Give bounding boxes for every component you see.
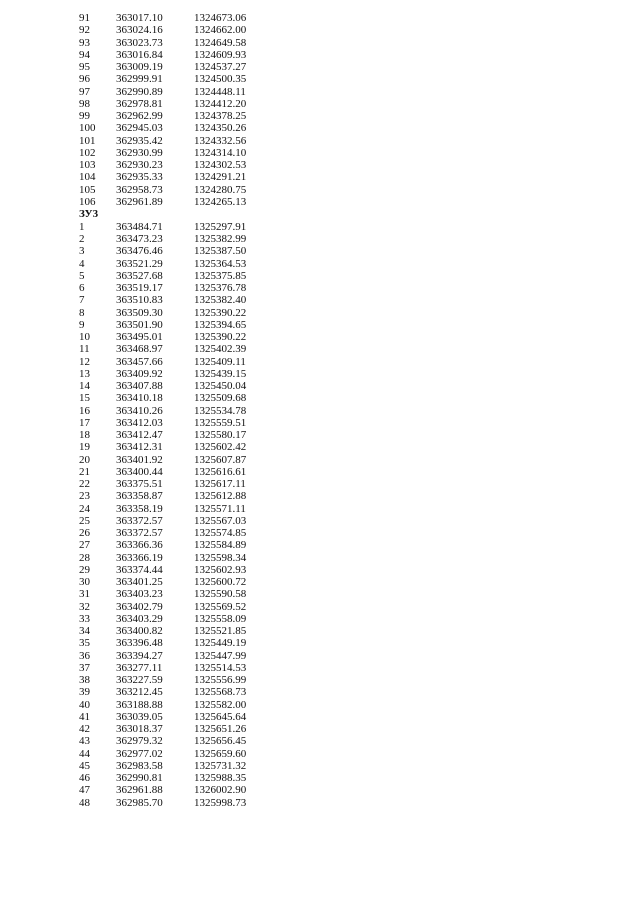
point-number: 5 [79, 269, 85, 282]
point-number: 11 [79, 343, 90, 356]
coordinate-row [0, 12, 640, 24]
point-number: 40 [79, 698, 90, 711]
x-coordinate: 362935.33 [116, 171, 163, 184]
x-coordinate: 362958.73 [116, 183, 163, 196]
coordinate-row [0, 221, 640, 233]
coordinate-row [0, 184, 640, 196]
y-coordinate: 1325612.88 [194, 490, 247, 503]
point-number: 45 [79, 759, 90, 772]
point-number: 102 [79, 146, 96, 159]
y-coordinate: 1324378.25 [194, 110, 247, 122]
point-number: 26 [79, 527, 90, 539]
y-coordinate: 1325602.42 [194, 441, 247, 454]
point-number: 46 [79, 772, 90, 784]
point-number: 24 [79, 502, 90, 515]
coordinate-row [0, 73, 640, 85]
coordinate-row [0, 356, 640, 368]
point-number: 25 [79, 514, 90, 527]
coordinate-row [0, 24, 640, 36]
y-coordinate: 1325409.11 [194, 355, 246, 368]
point-number: 29 [79, 563, 90, 576]
coordinate-row [0, 466, 640, 478]
x-coordinate: 363277.11 [116, 661, 163, 674]
coordinate-row [0, 122, 640, 134]
y-coordinate: 1325731.32 [194, 759, 247, 772]
y-coordinate: 1325584.89 [194, 539, 247, 552]
x-coordinate: 363039.05 [116, 710, 163, 723]
coordinate-row [0, 258, 640, 270]
point-number: 100 [79, 122, 96, 135]
coordinate-row [0, 686, 640, 698]
y-coordinate: 1324448.11 [194, 85, 246, 98]
y-coordinate: 1324673.06 [194, 12, 247, 24]
point-number: 44 [79, 747, 90, 760]
x-coordinate: 362979.32 [116, 735, 163, 748]
y-coordinate: 1325567.03 [194, 514, 247, 527]
x-coordinate: 363358.19 [116, 502, 163, 515]
point-number: 95 [79, 61, 90, 73]
coordinate-row [0, 270, 640, 282]
coordinate-row [0, 674, 640, 686]
coordinate-row [0, 699, 640, 711]
x-coordinate: 363403.29 [116, 612, 163, 625]
y-coordinate: 1325574.85 [194, 527, 247, 539]
y-coordinate: 1325376.78 [194, 282, 247, 294]
x-coordinate: 362990.81 [116, 772, 163, 784]
coordinate-row [0, 196, 640, 208]
x-coordinate: 362945.03 [116, 122, 163, 135]
coordinate-row [0, 478, 640, 490]
coordinate-row [0, 147, 640, 159]
coordinate-row [0, 380, 640, 392]
x-coordinate: 363509.30 [116, 306, 163, 319]
point-number: 19 [79, 441, 90, 454]
y-coordinate: 1325390.22 [194, 331, 247, 343]
point-number: 99 [79, 110, 90, 122]
point-number: 17 [79, 416, 90, 429]
y-coordinate: 1325659.60 [194, 747, 247, 760]
x-coordinate: 363375.51 [116, 478, 163, 490]
x-coordinate: 363396.48 [116, 637, 163, 650]
y-coordinate: 1325447.99 [194, 649, 247, 662]
point-number: 8 [79, 306, 85, 319]
x-coordinate: 363521.29 [116, 257, 163, 270]
coordinate-row [0, 49, 640, 61]
point-number: 43 [79, 735, 90, 748]
x-coordinate: 362930.23 [116, 159, 163, 171]
x-coordinate: 363473.23 [116, 233, 163, 245]
coordinate-row [0, 159, 640, 171]
y-coordinate: 1325439.15 [194, 367, 247, 380]
x-coordinate: 363009.19 [116, 61, 163, 73]
y-coordinate: 1325390.22 [194, 306, 247, 319]
point-number: 1 [79, 220, 85, 233]
point-number: 7 [79, 294, 85, 307]
y-coordinate: 1325534.78 [194, 404, 247, 417]
x-coordinate: 362961.89 [116, 195, 163, 208]
coordinate-row [0, 564, 640, 576]
x-coordinate: 362935.42 [116, 134, 163, 147]
x-coordinate: 363372.57 [116, 527, 163, 539]
x-coordinate: 363366.19 [116, 551, 163, 564]
y-coordinate: 1325297.91 [194, 220, 247, 233]
y-coordinate: 1324412.20 [194, 97, 247, 110]
point-number: 97 [79, 85, 90, 98]
point-number: 47 [79, 784, 90, 797]
y-coordinate: 1324302.53 [194, 159, 247, 171]
x-coordinate: 363468.97 [116, 343, 163, 356]
y-coordinate: 1324332.56 [194, 134, 247, 147]
x-coordinate: 363366.36 [116, 539, 163, 552]
point-number: 36 [79, 649, 90, 662]
coordinate-row [0, 797, 640, 809]
coordinate-row [0, 576, 640, 588]
x-coordinate: 363484.71 [116, 220, 163, 233]
x-coordinate: 363457.66 [116, 355, 163, 368]
coordinate-row [0, 650, 640, 662]
y-coordinate: 1325602.93 [194, 563, 247, 576]
coordinate-row [0, 784, 640, 796]
coordinate-row [0, 711, 640, 723]
y-coordinate: 1325514.53 [194, 661, 247, 674]
x-coordinate: 363358.87 [116, 490, 163, 503]
coordinate-row [0, 86, 640, 98]
y-coordinate: 1325600.72 [194, 576, 247, 588]
coordinate-row [0, 37, 640, 49]
x-coordinate: 362999.91 [116, 73, 163, 86]
point-number: 12 [79, 355, 90, 368]
x-coordinate: 363401.92 [116, 453, 163, 466]
y-coordinate: 1325616.61 [194, 465, 247, 478]
coordinate-row [0, 772, 640, 784]
point-number: 104 [79, 171, 96, 184]
x-coordinate: 363495.01 [116, 331, 163, 343]
x-coordinate: 363407.88 [116, 380, 163, 392]
x-coordinate: 362961.88 [116, 784, 163, 797]
coordinate-row [0, 454, 640, 466]
coordinate-row [0, 392, 640, 404]
point-number: 3 [79, 245, 85, 258]
point-number: 93 [79, 36, 90, 49]
point-number: 20 [79, 453, 90, 466]
coordinate-row [0, 490, 640, 502]
x-coordinate: 363212.45 [116, 686, 163, 699]
point-number: 32 [79, 600, 90, 613]
coordinate-row [0, 245, 640, 257]
y-coordinate: 1324500.35 [194, 73, 247, 86]
coordinate-row [0, 527, 640, 539]
coordinate-row [0, 613, 640, 625]
point-number: 21 [79, 465, 90, 478]
x-coordinate: 363410.18 [116, 392, 163, 405]
x-coordinate: 363024.16 [116, 24, 163, 37]
coordinate-row [0, 723, 640, 735]
y-coordinate: 1325651.26 [194, 723, 247, 735]
coordinate-row [0, 735, 640, 747]
coordinate-row [0, 110, 640, 122]
point-number: 28 [79, 551, 90, 564]
point-number: 38 [79, 674, 90, 686]
x-coordinate: 362977.02 [116, 747, 163, 760]
point-number: 22 [79, 478, 90, 490]
x-coordinate: 363023.73 [116, 36, 163, 49]
x-coordinate: 363227.59 [116, 674, 163, 686]
x-coordinate: 363501.90 [116, 318, 163, 331]
x-coordinate: 362985.70 [116, 796, 163, 809]
x-coordinate: 363016.84 [116, 48, 163, 61]
coordinate-row [0, 441, 640, 453]
point-number: 15 [79, 392, 90, 405]
y-coordinate: 1324280.75 [194, 183, 247, 196]
point-number: 33 [79, 612, 90, 625]
coordinate-row [0, 233, 640, 245]
y-coordinate: 1325558.09 [194, 612, 247, 625]
x-coordinate: 363188.88 [116, 698, 163, 711]
point-number: 4 [79, 257, 85, 270]
point-number: 37 [79, 661, 90, 674]
point-number: 103 [79, 159, 96, 171]
point-number: 6 [79, 282, 85, 294]
point-number: 48 [79, 796, 90, 809]
y-coordinate: 1325509.68 [194, 392, 247, 405]
y-coordinate: 1325998.73 [194, 796, 247, 809]
coordinate-row [0, 552, 640, 564]
coordinate-row [0, 331, 640, 343]
coordinate-row [0, 748, 640, 760]
y-coordinate: 1325569.52 [194, 600, 247, 613]
coordinate-row [0, 282, 640, 294]
x-coordinate: 363412.03 [116, 416, 163, 429]
y-coordinate: 1325449.19 [194, 637, 247, 650]
y-coordinate: 1324314.10 [194, 146, 247, 159]
coordinate-row [0, 368, 640, 380]
coordinate-row [0, 61, 640, 73]
point-number: 91 [79, 12, 90, 24]
point-number: 98 [79, 97, 90, 110]
point-number: 16 [79, 404, 90, 417]
coordinate-row [0, 343, 640, 355]
coordinate-row [0, 307, 640, 319]
coordinate-row [0, 662, 640, 674]
y-coordinate: 1325988.35 [194, 772, 247, 784]
x-coordinate: 363412.47 [116, 429, 163, 441]
coordinate-row [0, 515, 640, 527]
parcel-heading-label: ЗУ3 [79, 208, 99, 220]
point-number: 9 [79, 318, 85, 331]
y-coordinate: 1324649.58 [194, 36, 247, 49]
point-number: 101 [79, 134, 96, 147]
x-coordinate: 363476.46 [116, 245, 163, 258]
point-number: 105 [79, 183, 96, 196]
point-number: 2 [79, 233, 85, 245]
x-coordinate: 362983.58 [116, 759, 163, 772]
x-coordinate: 363403.23 [116, 588, 163, 601]
coordinate-row [0, 760, 640, 772]
x-coordinate: 363412.31 [116, 441, 163, 454]
x-coordinate: 363400.82 [116, 625, 163, 637]
x-coordinate: 363394.27 [116, 649, 163, 662]
coordinate-row [0, 429, 640, 441]
x-coordinate: 363410.26 [116, 404, 163, 417]
x-coordinate: 363519.17 [116, 282, 163, 294]
coordinate-row [0, 319, 640, 331]
y-coordinate: 1325382.40 [194, 294, 247, 307]
coordinate-row [0, 601, 640, 613]
x-coordinate: 363409.92 [116, 367, 163, 380]
point-number: 39 [79, 686, 90, 699]
point-number: 13 [79, 367, 90, 380]
y-coordinate: 1325382.99 [194, 233, 247, 245]
point-number: 96 [79, 73, 90, 86]
x-coordinate: 363018.37 [116, 723, 163, 735]
y-coordinate: 1325375.85 [194, 269, 247, 282]
point-number: 10 [79, 331, 90, 343]
point-number: 41 [79, 710, 90, 723]
coordinate-row [0, 417, 640, 429]
coordinate-list [0, 12, 640, 809]
y-coordinate: 1325521.85 [194, 625, 247, 637]
point-number: 23 [79, 490, 90, 503]
coordinate-block [0, 208, 640, 809]
coordinate-row [0, 135, 640, 147]
y-coordinate: 1325656.45 [194, 735, 247, 748]
x-coordinate: 363017.10 [116, 12, 163, 24]
y-coordinate: 1325580.17 [194, 429, 247, 441]
x-coordinate: 362990.89 [116, 85, 163, 98]
coordinate-row [0, 503, 640, 515]
y-coordinate: 1324291.21 [194, 171, 247, 184]
y-coordinate: 1325617.11 [194, 478, 246, 490]
x-coordinate: 363527.68 [116, 269, 163, 282]
point-number: 42 [79, 723, 90, 735]
y-coordinate: 1324662.00 [194, 24, 247, 37]
y-coordinate: 1325571.11 [194, 502, 246, 515]
coordinate-block [0, 12, 640, 208]
x-coordinate: 363510.83 [116, 294, 163, 307]
coordinate-row [0, 294, 640, 306]
y-coordinate: 1325590.58 [194, 588, 247, 601]
x-coordinate: 362978.81 [116, 97, 163, 110]
y-coordinate: 1325402.39 [194, 343, 247, 356]
point-number: 18 [79, 429, 90, 441]
point-number: 106 [79, 195, 96, 208]
y-coordinate: 1325450.04 [194, 380, 247, 392]
coordinate-row [0, 98, 640, 110]
coordinate-row [0, 539, 640, 551]
y-coordinate: 1324350.26 [194, 122, 247, 135]
point-number: 30 [79, 576, 90, 588]
y-coordinate: 1325364.53 [194, 257, 247, 270]
point-number: 34 [79, 625, 90, 637]
y-coordinate: 1325394.65 [194, 318, 247, 331]
point-number: 94 [79, 48, 90, 61]
y-coordinate: 1325582.00 [194, 698, 247, 711]
x-coordinate: 363372.57 [116, 514, 163, 527]
y-coordinate: 1325607.87 [194, 453, 247, 466]
x-coordinate: 363374.44 [116, 563, 163, 576]
x-coordinate: 362930.99 [116, 146, 163, 159]
parcel-heading [0, 208, 640, 221]
point-number: 35 [79, 637, 90, 650]
y-coordinate: 1325559.51 [194, 416, 247, 429]
y-coordinate: 1324609.93 [194, 48, 247, 61]
x-coordinate: 362962.99 [116, 110, 163, 122]
y-coordinate: 1325387.50 [194, 245, 247, 258]
y-coordinate: 1326002.90 [194, 784, 247, 797]
y-coordinate: 1325556.99 [194, 674, 247, 686]
coordinate-row [0, 588, 640, 600]
x-coordinate: 363402.79 [116, 600, 163, 613]
y-coordinate: 1325598.34 [194, 551, 247, 564]
y-coordinate: 1325645.64 [194, 710, 247, 723]
point-number: 92 [79, 24, 90, 37]
y-coordinate: 1324537.27 [194, 61, 247, 73]
x-coordinate: 363401.25 [116, 576, 163, 588]
coordinate-row [0, 625, 640, 637]
coordinate-row [0, 171, 640, 183]
x-coordinate: 363400.44 [116, 465, 163, 478]
y-coordinate: 1324265.13 [194, 195, 247, 208]
point-number: 14 [79, 380, 90, 392]
point-number: 31 [79, 588, 90, 601]
point-number: 27 [79, 539, 90, 552]
coordinate-row [0, 405, 640, 417]
coordinate-row [0, 637, 640, 649]
y-coordinate: 1325568.73 [194, 686, 247, 699]
